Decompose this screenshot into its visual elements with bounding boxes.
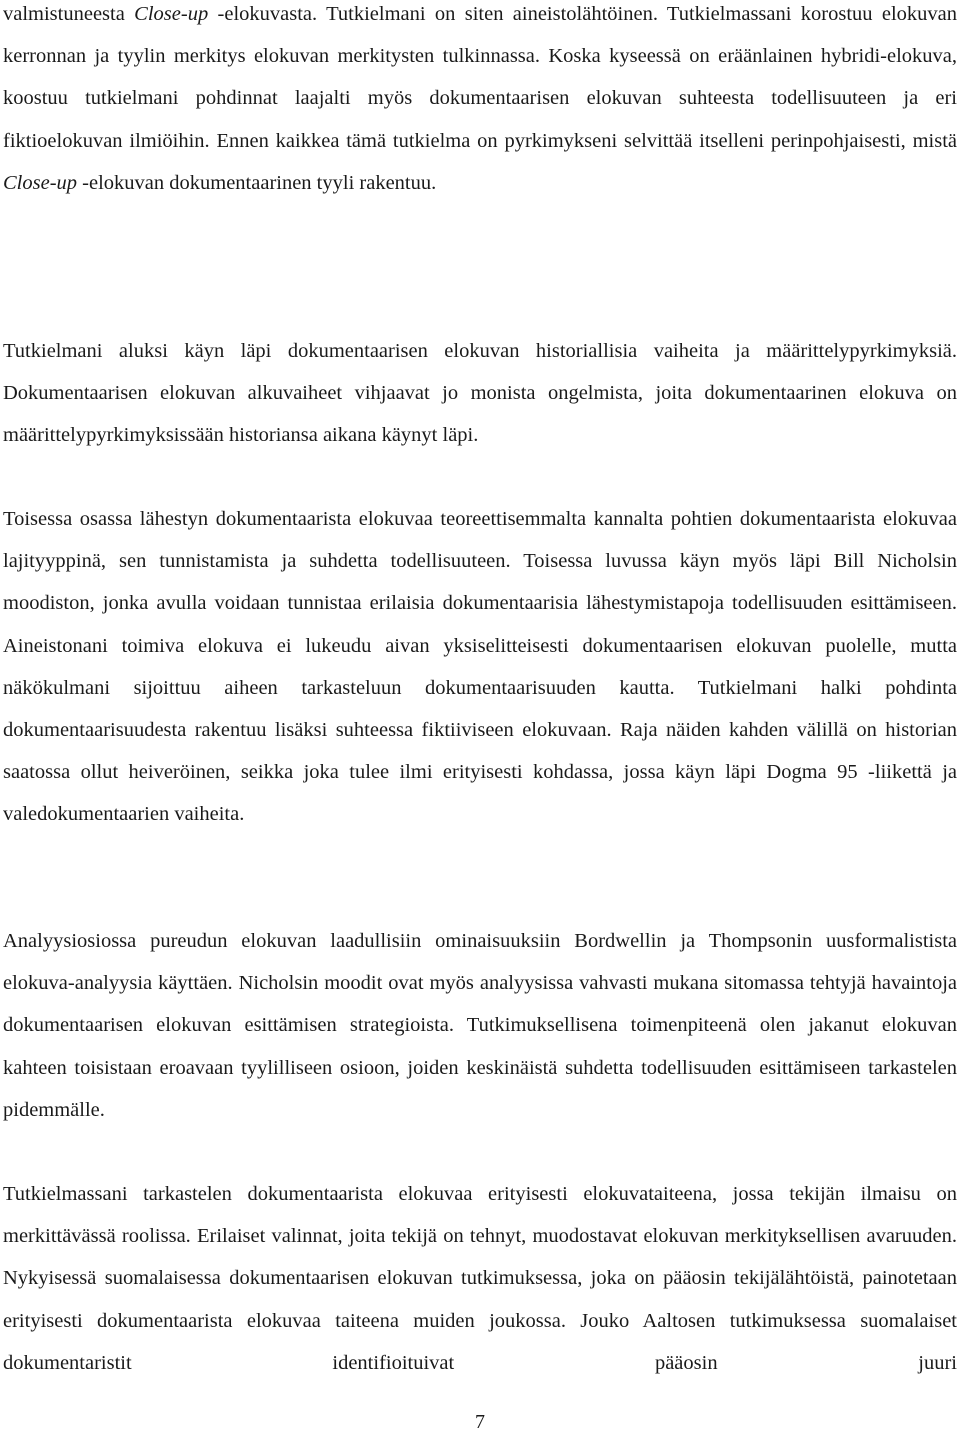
paragraph-research-focus: Tutkielmassani tarkastelen dokumentaarista elokuvaa erityisesti elokuvataiteena, jossa tekijän ilmaisu on merkittävässä roolissa. Erilaiset valinnat, joita tekijä on tehnyt, muodostavat elokuvan merkityksellisen avaruuden. Nykyisessä suomalaisessa dokumentaarisen elokuvan tutkimuksessa, joka on pääosin tekijälähtöistä, painotetaan erityisesti dokumentaarista elokuvaa taiteena muiden joukossa. Jouko Aaltosen tutkimuksessa suomalaiset dokumentaristit identifioituivat pääosin juuri (3, 1183, 957, 1374)
paragraph-analysis-section: Analyysiosiossa pureudun elokuvan laadullisiin ominaisuuksiin Bordwellin ja Thompsonin uusformalistista elokuva-analyysia käyttäen. Nicholsin moodit ovat myös analyysissa vahvasti mukana sitomassa tehtyjä havaintoja dokumentaarisen elokuvan esittämisen strategioista. Tutkimuksellisena toimenpiteenä olen jakanut elokuvan kahteen toisistaan eroavaan tyylilliseen osioon, joiden keskinäistä suhdetta todellisuuden esittämiseen tarkastelen pidemmälle. (3, 930, 957, 1121)
film-title-italic: Close-up (3, 171, 78, 194)
text-segment: -elokuvan dokumentaarinen tyyli rakentuu. (77, 171, 437, 194)
text-segment: -elokuvasta. Tutkielmani on siten aineistolähtöinen. Tutkielmassani korostuu elokuvan kerronnan ja tyylin merkitys elokuvan merkitysten tulkinnassa. Koska kyseessä on eräänlainen hybridi-elokuva, koostuu tutkielmani pohdinnat laajalti myös dokumentaarisen elokuvan suhteesta todellisuuteen ja eri fiktioelokuvan ilmiöihin. Ennen kaikkea tämä tutkielma on pyrkimykseni selvittää itselleni perinpohjaisesti, mistä (3, 3, 957, 152)
paragraph-history-overview: Tutkielmani aluksi käyn läpi dokumentaarisen elokuvan historiallisia vaiheita ja määrittelypyrkimyksiä. Dokumentaarisen elokuvan alkuvaiheet vihjaavat jo monista ongelmista, joita dokumentaarinen elokuva on määrittelypyrkimyksissään historiansa aikana käynyt läpi. (3, 340, 957, 447)
paragraph-intro-continued (3, 0, 957, 204)
film-title-italic: Close-up (134, 3, 209, 25)
paragraph-theory-section: Toisessa osassa lähestyn dokumentaarista elokuvaa teoreettisemmalta kannalta pohtien dokumentaarista elokuvaa lajityyppinä, sen tunnistamista ja suhdetta todellisuuteen. Toisessa luvussa käyn myös läpi Bill Nicholsin moodiston, jonka avulla voidaan tunnistaa erilaisia dokumentaarisia lähestymistapoja todellisuuden esittämiseen. Aineistonani toimiva elokuva ei lukeudu aivan yksiselitteisesti dokumentaarisen elokuvan puolelle, mutta näkökulmani sijoittuu aiheen tarkasteluun dokumentaarisuuden kautta. Tutkielmani halki pohdinta dokumentaarisuudesta rakentuu lisäksi suhteessa fiktiiviseen elokuvaan. Raja näiden kahden välillä on historian saatossa ollut heiveröinen, seikka joka tulee ilmi erityisesti kohdassa, jossa käyn läpi Dogma 95 -liikettä ja valedokumentaarien vaiheita. (3, 508, 957, 826)
text-segment: valmistuneesta (3, 3, 135, 25)
page-number: 7 (475, 1411, 485, 1433)
